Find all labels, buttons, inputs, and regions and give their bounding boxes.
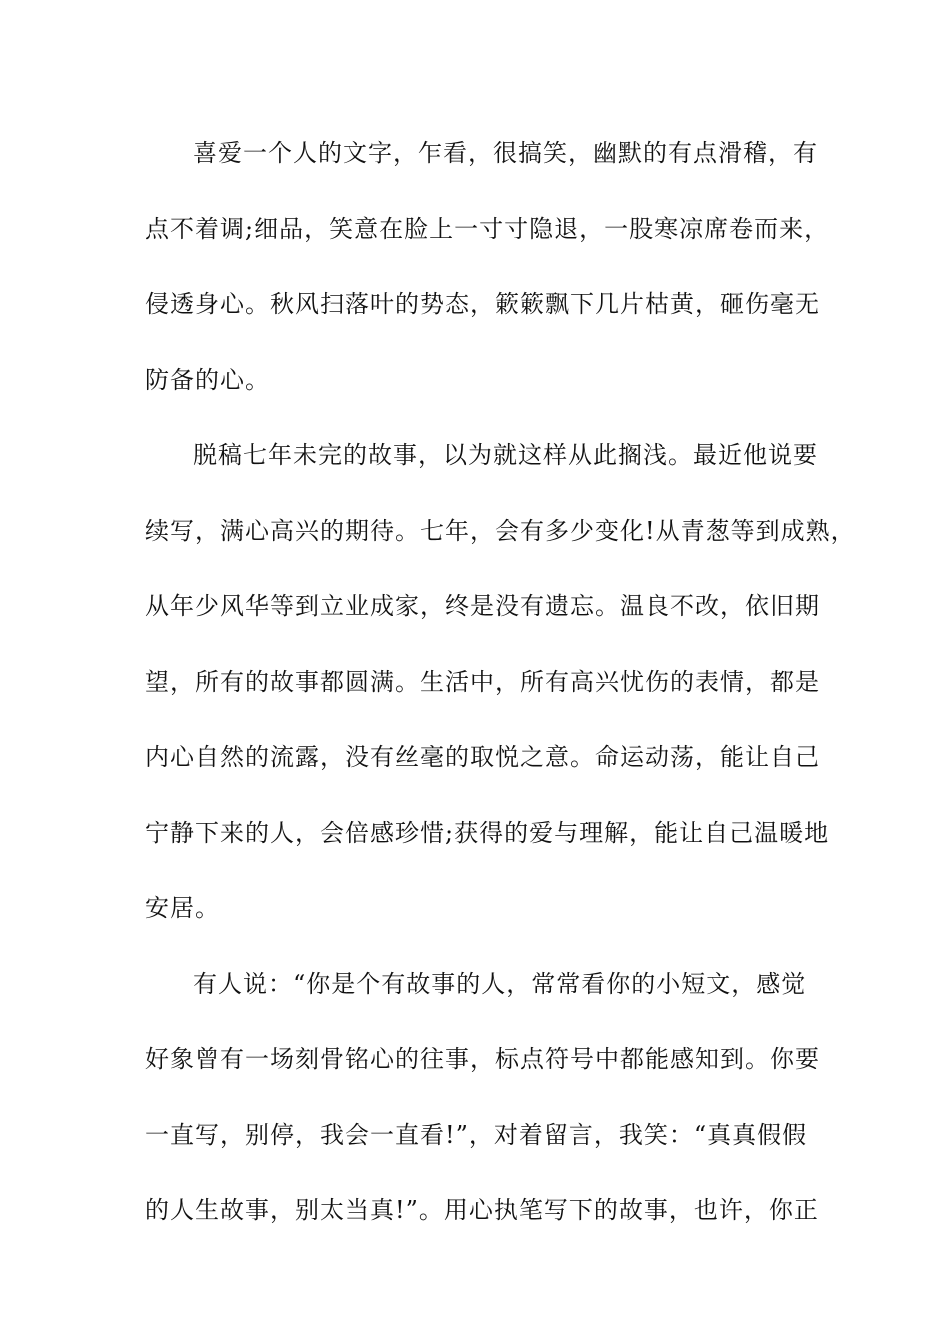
paragraph-line: 从年少风华等到立业成家，终是没有遗忘。温良不改，依旧期 [145,592,820,620]
paragraph-line: 续写，满心高兴的期待。七年，会有多少变化!从青葱等到成熟， [145,516,856,545]
paragraph-line: 内心自然的流露，没有丝毫的取悦之意。命运动荡，能让自己 [145,743,820,771]
paragraph-line: 的人生故事，别太当真!”。用心执笔写下的故事，也许，你正 [145,1196,819,1224]
paragraph-line: 有人说：“你是个有故事的人，常常看你的小短文，感觉 [193,969,807,998]
paragraph-2 [145,430,856,959]
document-body [145,128,856,1261]
paragraph-line: 喜爱一个人的文字，乍看，很搞笑，幽默的有点滑稽，有 [193,139,818,167]
paragraph-line: 望，所有的故事都圆满。生活中，所有高兴忧伤的表情，都是 [145,667,820,696]
paragraph-line: 防备的心。 [145,365,270,394]
paragraph-line: 点不着调;细品，笑意在脸上一寸寸隐退，一股寒凉席卷而来， [145,214,830,243]
paragraph-line: 安居。 [145,894,220,922]
paragraph-line: 一直写，别停，我会一直看!”，对着留言，我笑：“真真假假 [145,1120,808,1149]
paragraph-1 [145,128,830,430]
paragraph-line: 好象曾有一场刻骨铭心的往事，标点符号中都能感知到。你要 [145,1045,820,1073]
paragraph-line: 侵透身心。秋风扫落叶的势态，簌簌飘下几片枯黄，砸伤毫无 [145,290,820,318]
paragraph-3 [145,959,825,1261]
paragraph-line: 宁静下来的人，会倍感珍惜;获得的爱与理解，能让自己温暖地 [145,818,830,847]
paragraph-line: 脱稿七年未完的故事，以为就这样从此搁浅。最近他说要 [193,441,818,469]
